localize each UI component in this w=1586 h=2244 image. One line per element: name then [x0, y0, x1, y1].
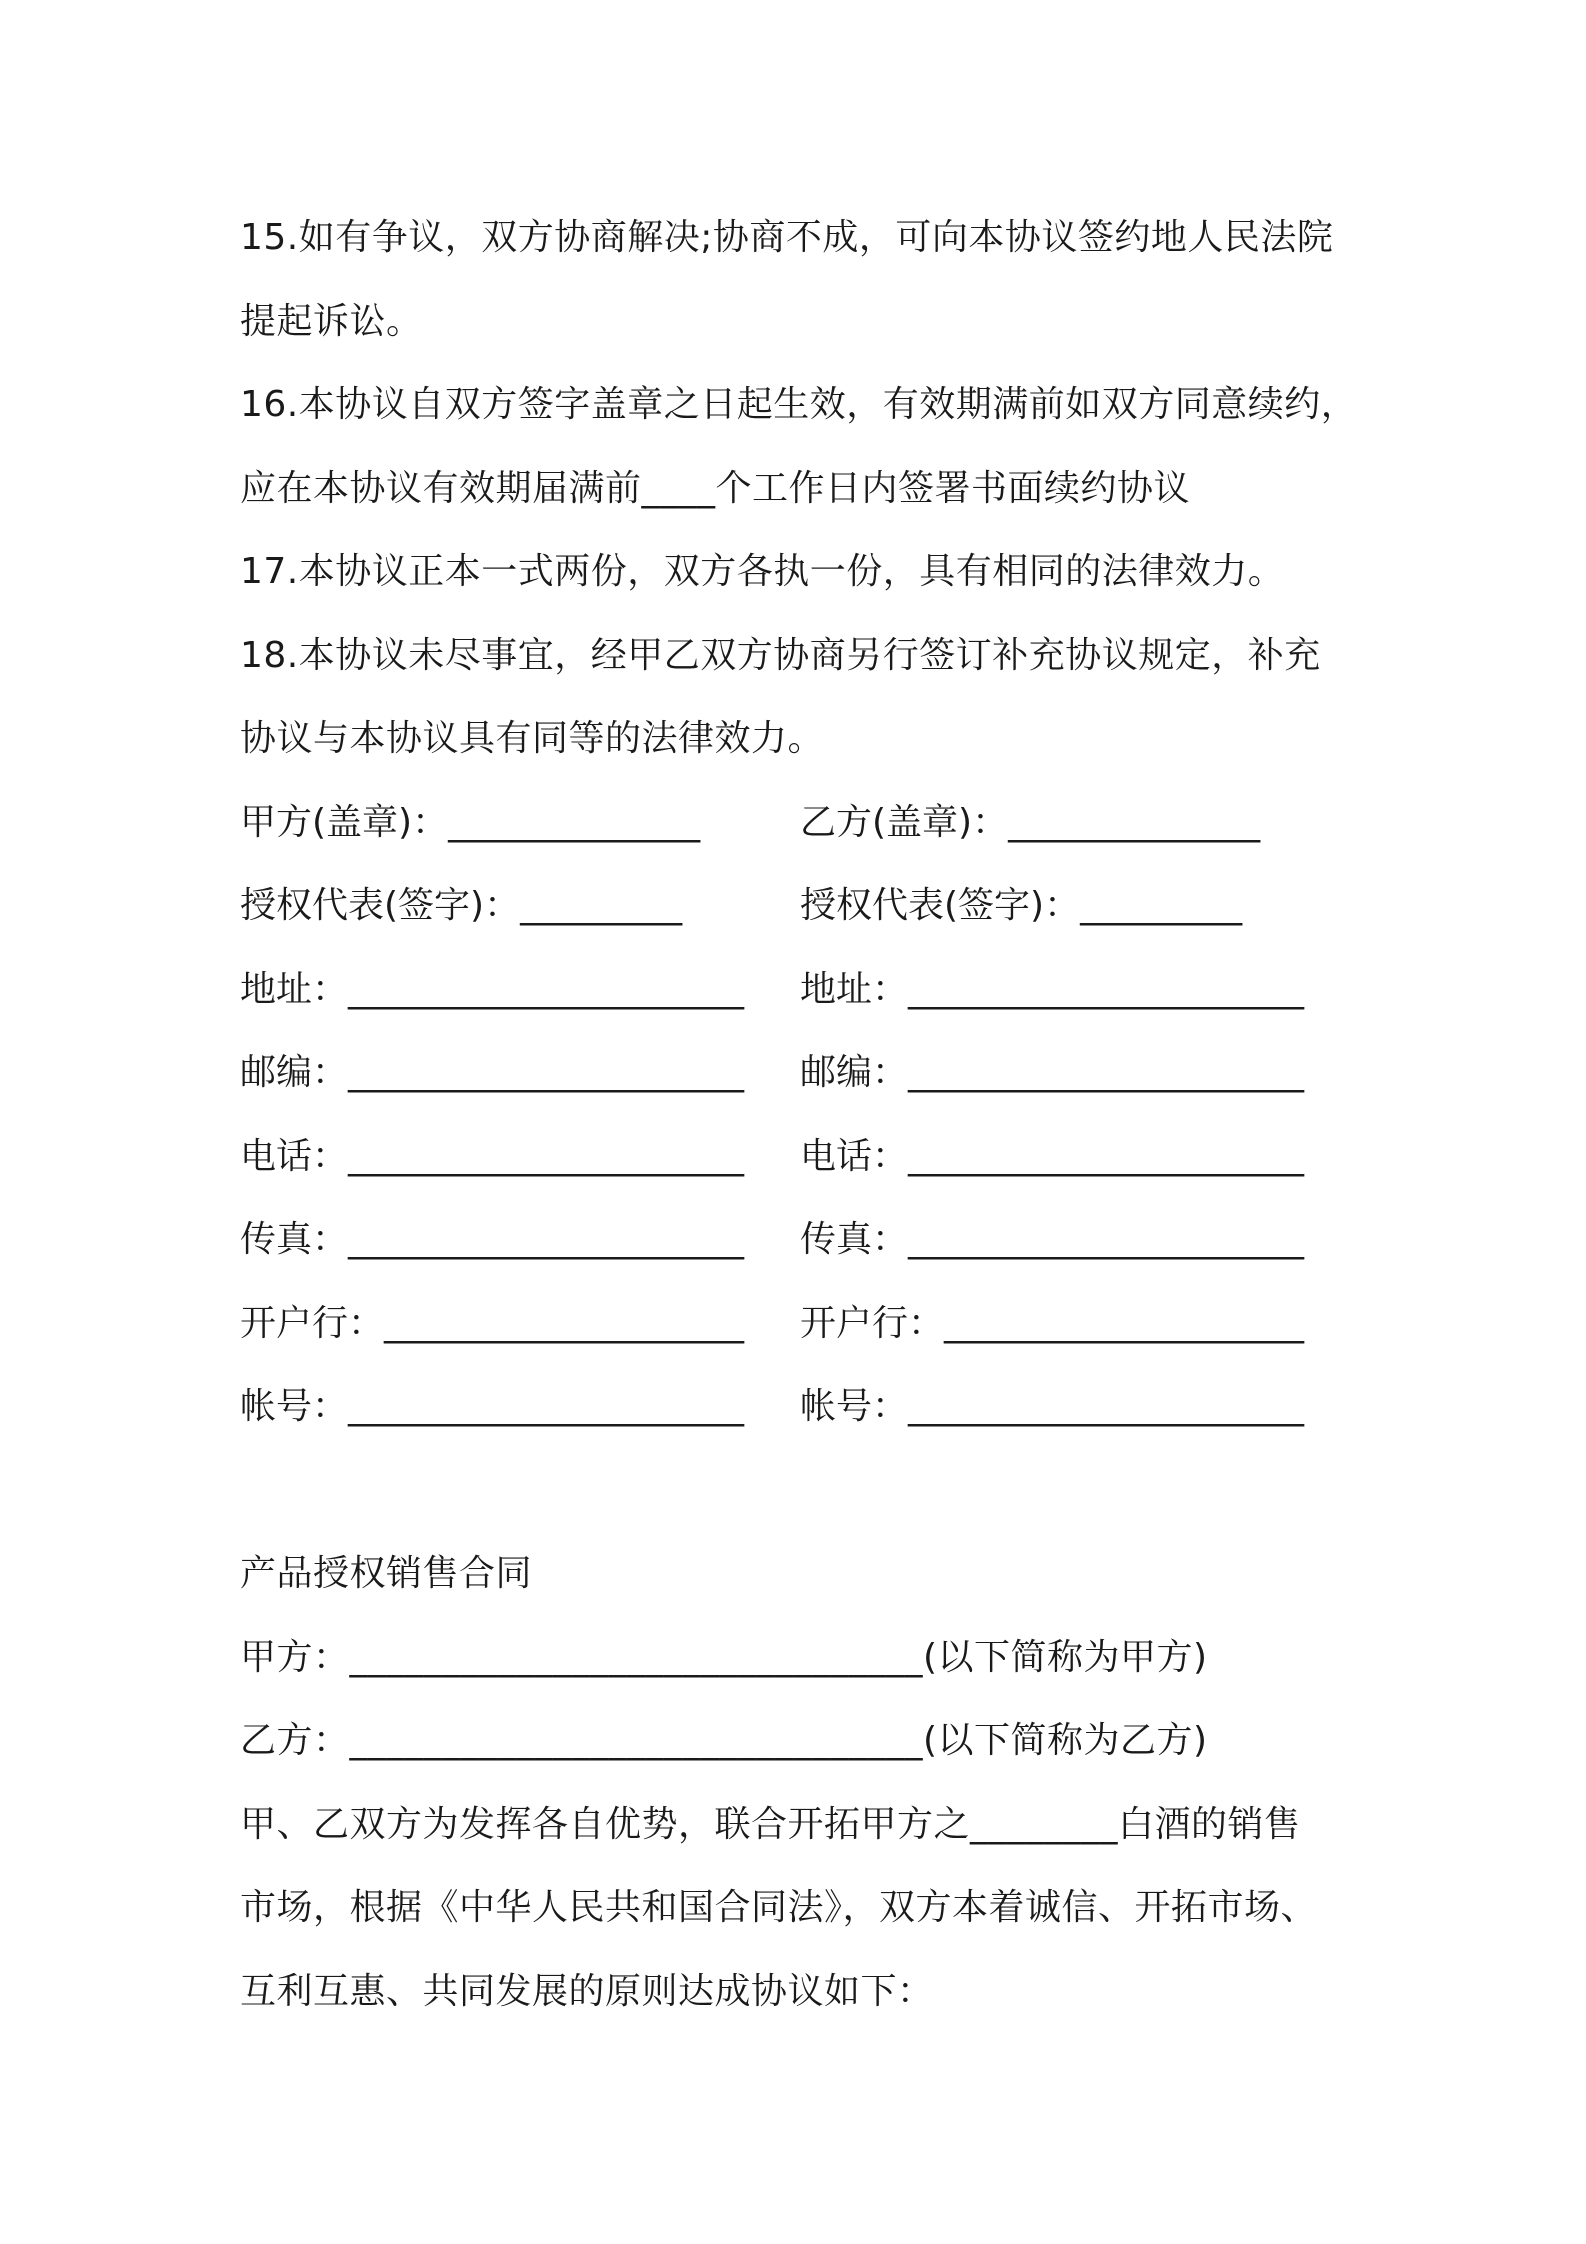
signature-row-bank: [240, 1282, 1370, 1366]
clause-17: [240, 530, 1370, 614]
party-a-seal-field: 甲方(盖章)：______________: [240, 801, 701, 843]
party-b-fax-field: 传真：______________________: [800, 1219, 1305, 1260]
clause-16-line-2: 应在本协议有效期届满前____个工作日内签署书面续约协议: [240, 467, 1191, 509]
signature-row-address: [240, 948, 1370, 1032]
contract-party-b: 乙方：_______________________________(以下简称为乙方): [240, 1720, 1208, 1761]
party-b-phone-field: 电话：______________________: [800, 1135, 1305, 1177]
party-a-bank-field: 开户行：____________________: [240, 1302, 745, 1344]
signature-row-postcode: [240, 1031, 1370, 1115]
contract-intro-line-1: 甲、乙双方为发挥各自优势，联合开拓甲方之________白酒的销售: [240, 1803, 1301, 1845]
party-b-representative-field: 授权代表(签字)：_________: [800, 885, 1243, 926]
signature-row-representative: [240, 864, 1370, 948]
clause-18-line-1: 18.本协议未尽事宜，经甲乙双方协商另行签订补充协议规定，补充: [240, 634, 1321, 676]
clause-15-line-2: 提起诉讼。: [240, 300, 423, 342]
clause-18: [240, 614, 1370, 781]
party-b-account-field: 帐号：______________________: [800, 1386, 1305, 1427]
contract-section: [240, 1532, 1370, 2033]
party-b-bank-field: 开户行：____________________: [800, 1302, 1305, 1344]
clause-15-line-1: 15.如有争议，双方协商解决;协商不成，可向本协议签约地人民法院: [240, 217, 1334, 258]
party-a-representative-field: 授权代表(签字)：_________: [240, 885, 683, 926]
clause-17-line-1: 17.本协议正本一式两份，双方各执一份，具有相同的法律效力。: [240, 551, 1285, 592]
party-a-phone-field: 电话：______________________: [240, 1135, 745, 1177]
signature-row-fax: [240, 1198, 1370, 1282]
party-a-address-field: 地址：______________________: [240, 968, 745, 1010]
contract-party-a: 甲方：_______________________________(以下简称为甲方): [240, 1636, 1208, 1678]
clause-16: [240, 363, 1370, 530]
clause-18-line-2: 协议与本协议具有同等的法律效力。: [240, 718, 825, 759]
party-a-fax-field: 传真：______________________: [240, 1219, 745, 1260]
contract-intro-line-2: 市场，根据《中华人民共和国合同法》，双方本着诚信、开拓市场、: [240, 1887, 1318, 1928]
signature-block: [240, 781, 1370, 1449]
signature-row-seal: [240, 781, 1370, 865]
contract-title: 产品授权销售合同: [240, 1553, 533, 1594]
party-b-address-field: 地址：______________________: [800, 968, 1305, 1010]
clause-15: [240, 196, 1370, 363]
contract-intro-line-3: 互利互惠、共同发展的原则达成协议如下：: [240, 1970, 934, 2012]
party-b-postcode-field: 邮编：______________________: [800, 1052, 1305, 1093]
section-spacer: [240, 1449, 1370, 1533]
party-a-account-field: 帐号：______________________: [240, 1386, 745, 1427]
document-page: [240, 196, 1370, 2033]
clause-16-line-1: 16.本协议自双方签字盖章之日起生效，有效期满前如双方同意续约，: [240, 384, 1358, 425]
signature-row-account: [240, 1365, 1370, 1449]
party-b-seal-field: 乙方(盖章)：______________: [800, 801, 1261, 843]
party-a-postcode-field: 邮编：______________________: [240, 1052, 745, 1093]
signature-row-phone: [240, 1115, 1370, 1199]
